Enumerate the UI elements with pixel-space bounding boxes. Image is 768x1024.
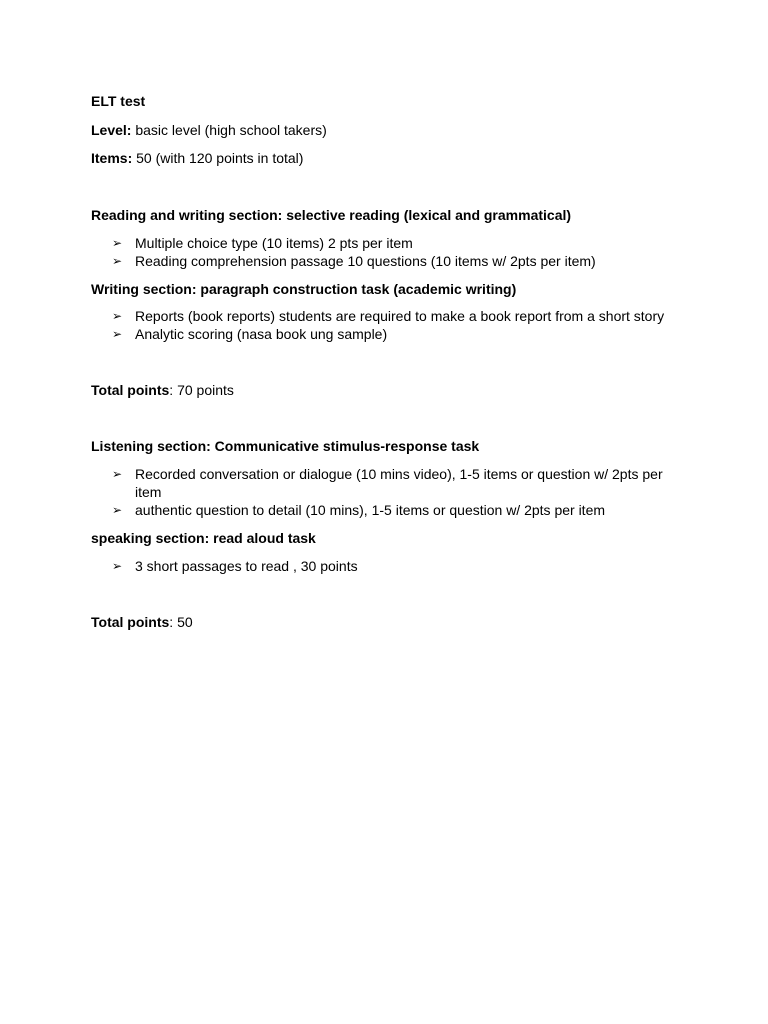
- items-value: 50 (with 120 points in total): [136, 150, 304, 166]
- total-points-line: [91, 381, 234, 399]
- total-points-label: Total points: [91, 614, 170, 630]
- list-item: Reading comprehension passage 10 questions (10 items w/ 2pts per item): [135, 253, 596, 269]
- total-points-label: Total points: [91, 382, 170, 398]
- arrow-bullet-icon: ➢: [112, 327, 123, 341]
- list-item: Analytic scoring (nasa book ung sample): [135, 326, 388, 342]
- list-item: 3 short passages to read , 30 points: [135, 558, 358, 574]
- arrow-bullet-icon: ➢: [112, 559, 123, 573]
- speaking-heading: speaking section: read aloud task: [91, 530, 316, 546]
- document-title: ELT test: [91, 93, 146, 109]
- items-line: [91, 149, 303, 167]
- list-item: Reports (book reports) students are required to make a book report from a short story: [135, 308, 665, 324]
- total-points-value: : 50: [169, 614, 193, 630]
- level-line: [91, 121, 327, 139]
- reading-writing-heading: Reading and writing section: selective reading (lexical and grammatical): [91, 207, 572, 223]
- arrow-bullet-icon: ➢: [112, 254, 123, 268]
- arrow-bullet-icon: ➢: [112, 236, 123, 250]
- total-points-line: [91, 613, 193, 631]
- arrow-bullet-icon: ➢: [112, 503, 123, 517]
- arrow-bullet-icon: ➢: [112, 467, 123, 481]
- list-item: Recorded conversation or dialogue (10 mins video), 1-5 items or question w/ 2pts per item: [135, 466, 663, 500]
- list-item: Multiple choice type (10 items) 2 pts per item: [135, 235, 413, 251]
- listening-heading: Listening section: Communicative stimulus-response task: [91, 438, 480, 454]
- arrow-bullet-icon: ➢: [112, 309, 123, 323]
- level-label: Level:: [91, 122, 132, 138]
- writing-heading: Writing section: paragraph construction task (academic writing): [91, 281, 517, 297]
- level-value: basic level (high school takers): [135, 122, 327, 138]
- list-item: authentic question to detail (10 mins), 1-5 items or question w/ 2pts per item: [135, 502, 606, 518]
- items-label: Items:: [91, 150, 133, 166]
- total-points-value: : 70 points: [169, 382, 234, 398]
